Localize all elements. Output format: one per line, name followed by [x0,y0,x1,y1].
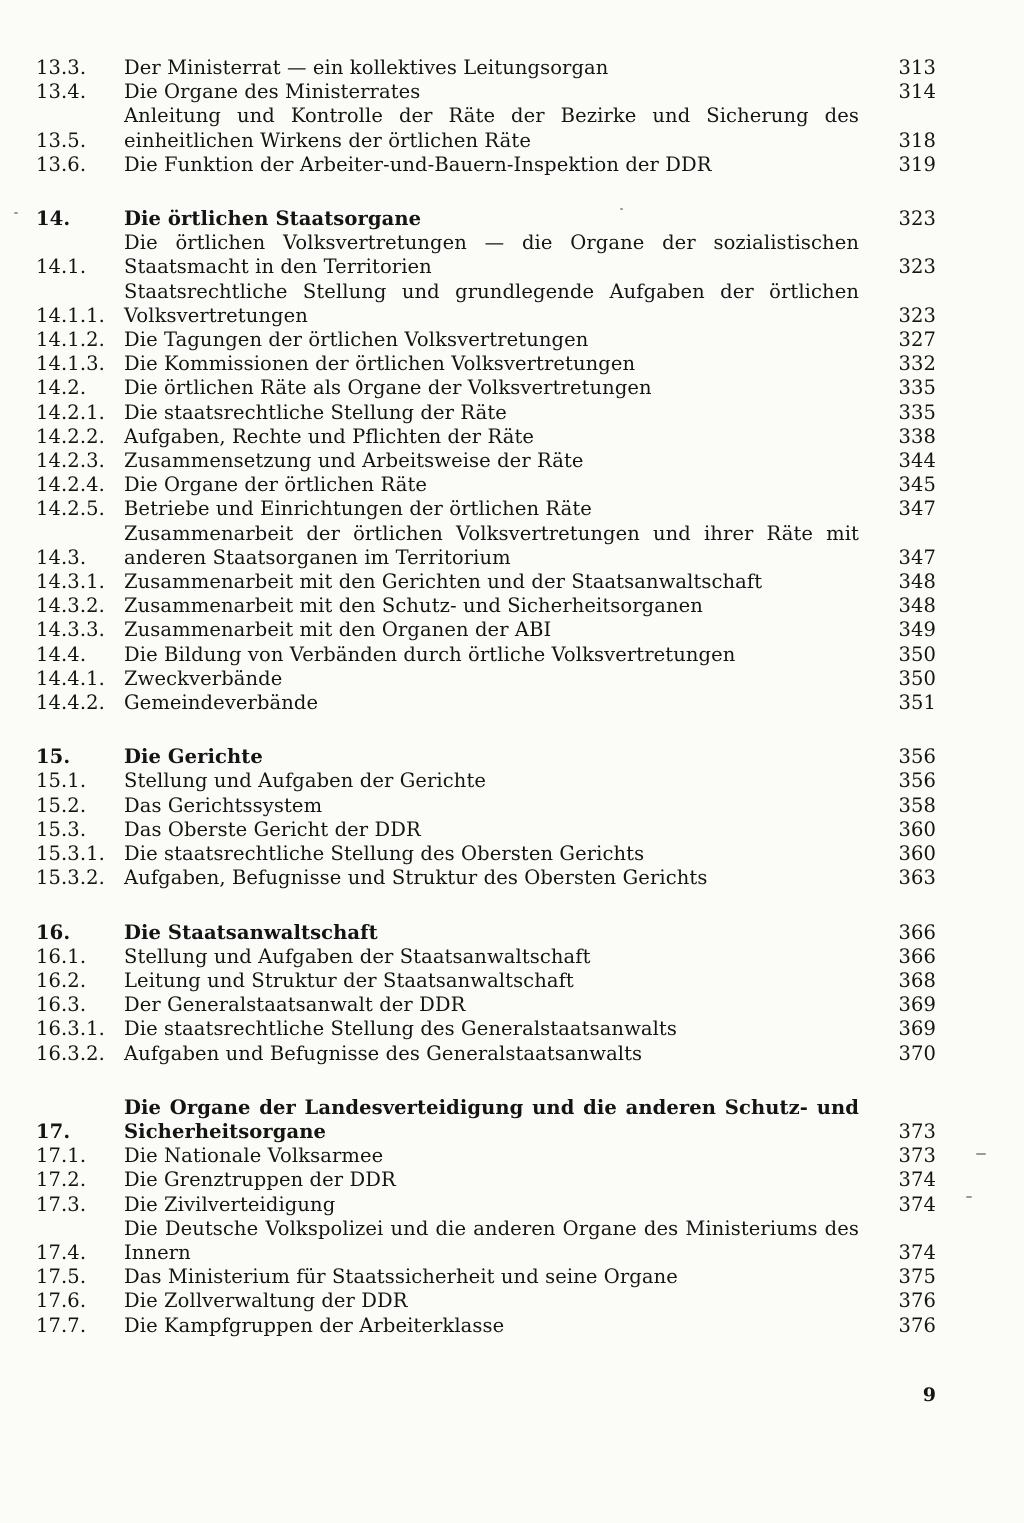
toc-entry-number: 14.1.2. [36,328,105,352]
toc-entry-page: 356 [898,769,936,793]
toc-entry [36,1144,936,1168]
toc-entry-number: 16. [36,920,71,944]
toc-entry [36,618,936,642]
toc-entry-number: 17.2. [36,1168,87,1192]
toc-entry-title: Leitung und Struktur der Staatsanwaltschaft [124,968,574,992]
toc-entry-title: Die Gerichte [124,745,263,769]
toc-entry [36,794,936,818]
toc-entry-title: Der Ministerrat — ein kollektives Leitungsorgan [124,56,609,79]
toc-entry [36,1168,936,1192]
toc-entry-title: Stellung und Aufgaben der Gerichte [124,769,487,793]
toc-entry-title: Die Nationale Volksarmee [124,1144,384,1168]
toc-entry [36,667,936,691]
toc-entry-number: 14.2.4. [36,473,105,497]
toc-entry-number: 17.7. [36,1313,87,1337]
toc-entry-number: 16.3.1. [36,1017,105,1041]
toc-entry-page: 363 [898,866,936,890]
toc-entry-title: Die Organe der Landesverteidigung und die anderen Schutz- und Sicherheitsorgane [124,1095,859,1143]
toc-entry-page: 374 [898,1240,936,1264]
toc-entry [36,969,936,993]
toc-entry-title: Die Kampfgruppen der Arbeiterklasse [124,1313,505,1337]
toc-entry-page: 374 [898,1192,936,1216]
toc-entry-number: 14.4. [36,642,87,666]
toc-entry-title: Zusammenarbeit mit den Gerichten und der Staatsanwaltschaft [124,570,763,594]
toc-entry-page: 374 [898,1168,936,1192]
toc-entry-title: Gemeindeverbände [124,691,319,715]
toc-entry-page: 368 [898,968,936,992]
toc-entry-number: 13.3. [36,56,87,79]
toc-entry [36,1193,936,1217]
toc-entry-number: 14.1.1. [36,303,105,327]
toc-entry-number: 15.3. [36,817,87,841]
toc-entry-page: 376 [898,1313,936,1337]
toc-entry-title: Die örtlichen Staatsorgane [124,207,422,231]
toc-entry-number: 16.3.2. [36,1041,105,1065]
toc-entry-number: 17.3. [36,1192,87,1216]
toc-entry-title: Zusammenarbeit der örtlichen Volksvertretungen und ihrer Räte mit anderen Staatsorganen im Territorium [124,521,859,569]
toc-entry-page: 319 [898,152,936,176]
toc-entry-number: 14.3.3. [36,618,105,642]
toc-entry-title: Betriebe und Einrichtungen der örtlichen Räte [124,497,592,521]
toc-entry-title: Zusammenarbeit mit den Organen der ABI [124,618,552,642]
toc-entry-page: 335 [898,400,936,424]
toc-entry-page: 327 [898,328,936,352]
toc-entry-title: Die Grenztruppen der DDR [124,1168,396,1192]
toc-entry-number: 13.5. [36,128,87,152]
toc-entry-number: 14.3. [36,545,87,569]
toc-entry-title: Die Zollverwaltung der DDR [124,1289,408,1313]
toc-entry [36,570,936,594]
toc-entry-number: 14.3.2. [36,594,105,618]
toc-entry-number: 15.3.2. [36,866,105,890]
toc-entry-title: Zusammensetzung und Arbeitsweise der Räte [124,449,584,473]
toc-entry-number: 14.3.1. [36,570,105,594]
toc-entry-title: Zusammenarbeit mit den Schutz- und Sicherheitsorganen [124,594,703,618]
toc-entry-page: 323 [898,207,936,231]
toc-entry-title: Aufgaben, Befugnisse und Struktur des Obersten Gerichts [124,866,708,890]
toc-entry-page: 366 [898,944,936,968]
toc-entry-page: 369 [898,993,936,1017]
toc-entry-page: 376 [898,1289,936,1313]
toc-entry-number: 17.6. [36,1289,87,1313]
toc-entry-number: 14.2. [36,376,87,400]
toc-entry [36,1314,936,1338]
toc-entry-number: 14. [36,207,71,231]
toc-entry [36,818,936,842]
toc-entry [36,945,936,969]
toc-entry-page: 370 [898,1041,936,1065]
toc-entry [36,866,936,890]
toc-entry-title: Die Funktion der Arbeiter-und-Bauern-Inspektion der DDR [124,152,712,176]
toc-entry-number: 17. [36,1119,71,1143]
toc-entry-title: Zweckverbände [124,666,283,690]
toc-chapter-heading [36,207,936,231]
toc-entry-number: 15.1. [36,769,87,793]
toc-entry-page: 344 [898,449,936,473]
toc-entry-number: 14.2.5. [36,497,105,521]
toc-entry-title: Die Kommissionen der örtlichen Volksvertretungen [124,352,636,376]
toc-entry-number: 14.4.1. [36,666,105,690]
toc-entry-title: Die staatsrechtliche Stellung des Obersten Gerichts [124,842,645,866]
toc-entry [36,280,936,328]
toc-entry [36,425,936,449]
toc-entry [36,153,936,177]
toc-entry-page: 348 [898,570,936,594]
toc-entry [36,231,936,279]
toc-entry [36,594,936,618]
toc-entry-title: Aufgaben und Befugnisse des Generalstaatsanwalts [124,1041,643,1065]
toc-entry-page: 350 [898,666,936,690]
toc-entry-number: 17.5. [36,1265,87,1289]
toc-entry [36,1017,936,1041]
toc-entry-title: Stellung und Aufgaben der Staatsanwaltschaft [124,944,591,968]
scan-speck [14,212,18,214]
toc-entry-page: 314 [898,80,936,104]
toc-entry-title: Die Organe des Ministerrates [124,80,421,104]
toc-entry-title: Die Organe der örtlichen Räte [124,473,428,497]
toc-entry-title: Die örtlichen Volksvertretungen — die Organe der sozialistischen Staatsmacht in den Territorien [124,231,859,279]
toc-entry-title: Die Tagungen der örtlichen Volksvertretungen [124,328,589,352]
toc-entry-number: 15.2. [36,793,87,817]
toc-entry-page: 373 [898,1144,936,1168]
toc-entry-number: 15.3.1. [36,842,105,866]
toc-entry-page: 360 [898,817,936,841]
scan-speck [966,1196,972,1198]
toc-entry-title: Staatsrechtliche Stellung und grundlegende Aufgaben der örtlichen Volksvertretungen [124,279,859,327]
toc-entry [36,328,936,352]
toc-entry-title: Der Generalstaatsanwalt der DDR [124,993,466,1017]
toc-entry-number: 16.1. [36,944,87,968]
toc-entry [36,522,936,570]
toc-entry-page: 318 [898,128,936,152]
toc-entry-title: Aufgaben, Rechte und Pflichten der Räte [124,424,535,448]
toc-entry-page: 348 [898,594,936,618]
toc-entry-number: 14.4.2. [36,691,105,715]
toc-entry-title: Die staatsrechtliche Stellung des Generalstaatsanwalts [124,1017,677,1041]
toc-entry-page: 345 [898,473,936,497]
toc-entry-page: 323 [898,255,936,279]
toc-entry [36,691,936,715]
page-number: 9 [922,1384,936,1406]
toc-entry-number: 14.2.1. [36,400,105,424]
toc-entry [36,401,936,425]
toc-entry-page: 349 [898,618,936,642]
toc-entry [36,993,936,1017]
toc-entry-title: Das Oberste Gericht der DDR [124,817,421,841]
toc-entry-title: Die Staatsanwaltschaft [124,920,378,944]
toc-entry-title: Die staatsrechtliche Stellung der Räte [124,400,507,424]
toc-entry [36,80,936,104]
table-of-contents [36,56,936,1338]
toc-entry-title: Das Ministerium für Staatssicherheit und seine Organe [124,1265,678,1289]
toc-entry-page: 366 [898,920,936,944]
toc-entry-page: 369 [898,1017,936,1041]
toc-entry-page: 332 [898,352,936,376]
toc-entry-page: 356 [898,745,936,769]
toc-entry-title: Die örtlichen Räte als Organe der Volksvertretungen [124,376,652,400]
toc-entry-number: 15. [36,745,71,769]
toc-entry-number: 16.2. [36,968,87,992]
toc-entry [36,376,936,400]
toc-entry [36,769,936,793]
toc-entry-number: 17.4. [36,1240,87,1264]
toc-entry-page: 335 [898,376,936,400]
toc-entry-title: Die Deutsche Volkspolizei und die anderen Organe des Ministeriums des Innern [124,1216,859,1264]
scan-speck [620,208,623,210]
toc-entry-title: Das Gerichtssystem [124,793,323,817]
toc-entry [36,497,936,521]
toc-entry-number: 13.6. [36,152,87,176]
scan-speck [976,1153,986,1155]
toc-entry-page: 347 [898,497,936,521]
toc-entry-number: 17.1. [36,1144,87,1168]
toc-entry-number: 14.1. [36,255,87,279]
toc-entry-page: 323 [898,303,936,327]
toc-entry [36,352,936,376]
toc-entry-page: 347 [898,545,936,569]
toc-entry-number: 16.3. [36,993,87,1017]
toc-entry-title: Die Zivilverteidigung [124,1192,336,1216]
toc-entry-page: 373 [898,1119,936,1143]
toc-entry [36,449,936,473]
toc-entry [36,473,936,497]
toc-entry-title: Die Bildung von Verbänden durch örtliche Volksvertretungen [124,642,736,666]
toc-entry-number: 13.4. [36,80,87,104]
toc-entry-page: 313 [898,56,936,79]
toc-entry [36,56,936,80]
toc-entry [36,1265,936,1289]
toc-entry-number: 14.2.2. [36,424,105,448]
toc-entry [36,842,936,866]
toc-entry-number: 14.1.3. [36,352,105,376]
toc-chapter-heading [36,1096,936,1144]
toc-entry-title: Anleitung und Kontrolle der Räte der Bezirke und Sicherung des einheitlichen Wirkens der örtlichen Räte [124,104,859,152]
toc-entry-page: 358 [898,793,936,817]
toc-entry [36,1289,936,1313]
toc-entry [36,1042,936,1066]
toc-entry-page: 375 [898,1265,936,1289]
toc-entry-number: 14.2.3. [36,449,105,473]
toc-entry [36,104,936,152]
toc-entry-page: 351 [898,691,936,715]
toc-chapter-heading [36,921,936,945]
toc-entry [36,643,936,667]
toc-entry-page: 338 [898,424,936,448]
toc-entry [36,1217,936,1265]
toc-entry-page: 350 [898,642,936,666]
toc-entry-page: 360 [898,842,936,866]
toc-chapter-heading [36,745,936,769]
